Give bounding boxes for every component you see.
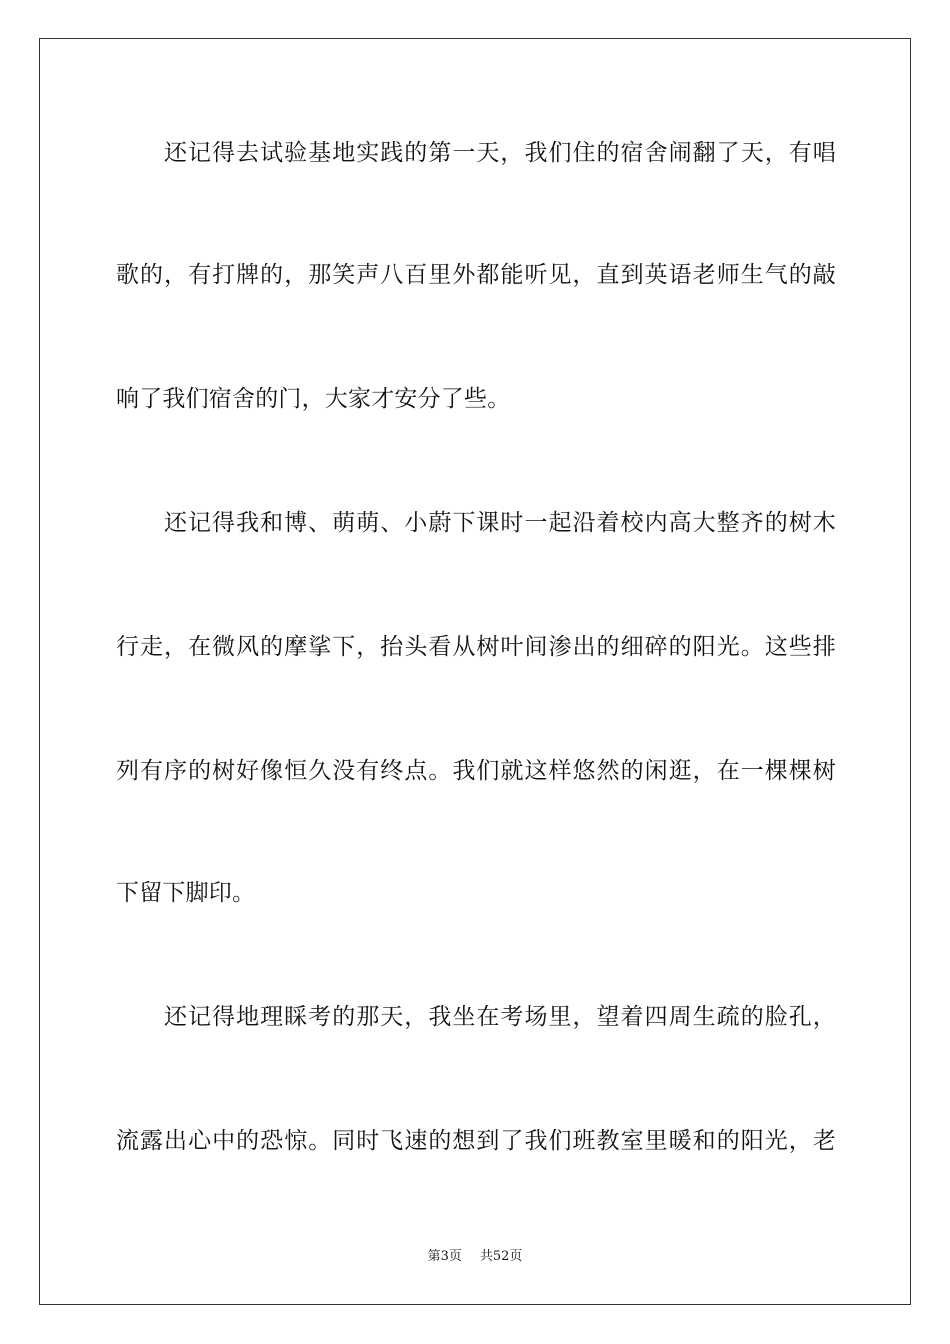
paragraph-2-line-1: 还记得我和博、萌萌、小蔚下课时一起沿着校内高大整齐的树木 [164,510,836,536]
total-pages: 共52页 [479,1249,523,1264]
paragraph-1-line-1: 还记得去试验基地实践的第一天，我们住的宿舍闹翻了天，有唱 [164,140,836,166]
page-number: 第3页 [427,1249,462,1264]
paragraph-2-line-2: 行走，在微风的摩挲下，抬头看从树叶间渗出的细碎的阳光。这些排 [116,634,836,660]
page-border [39,38,911,1305]
page-footer [0,1248,950,1266]
paragraph-2-line-4: 下留下脚印。 [116,880,256,906]
paragraph-3-line-2: 流露出心中的恐惊。同时飞速的想到了我们班教室里暖和的阳光，老 [116,1128,836,1154]
paragraph-1-line-2: 歌的，有打牌的，那笑声八百里外都能听见，直到英语老师生气的敲 [116,262,836,288]
paragraph-2-line-3: 列有序的树好像恒久没有终点。我们就这样悠然的闲逛，在一棵棵树 [116,758,836,784]
paragraph-3-line-1: 还记得地理睬考的那天，我坐在考场里，望着四周生疏的脸孔， [164,1004,836,1030]
paragraph-1-line-3: 响了我们宿舍的门，大家才安分了些。 [116,386,511,412]
